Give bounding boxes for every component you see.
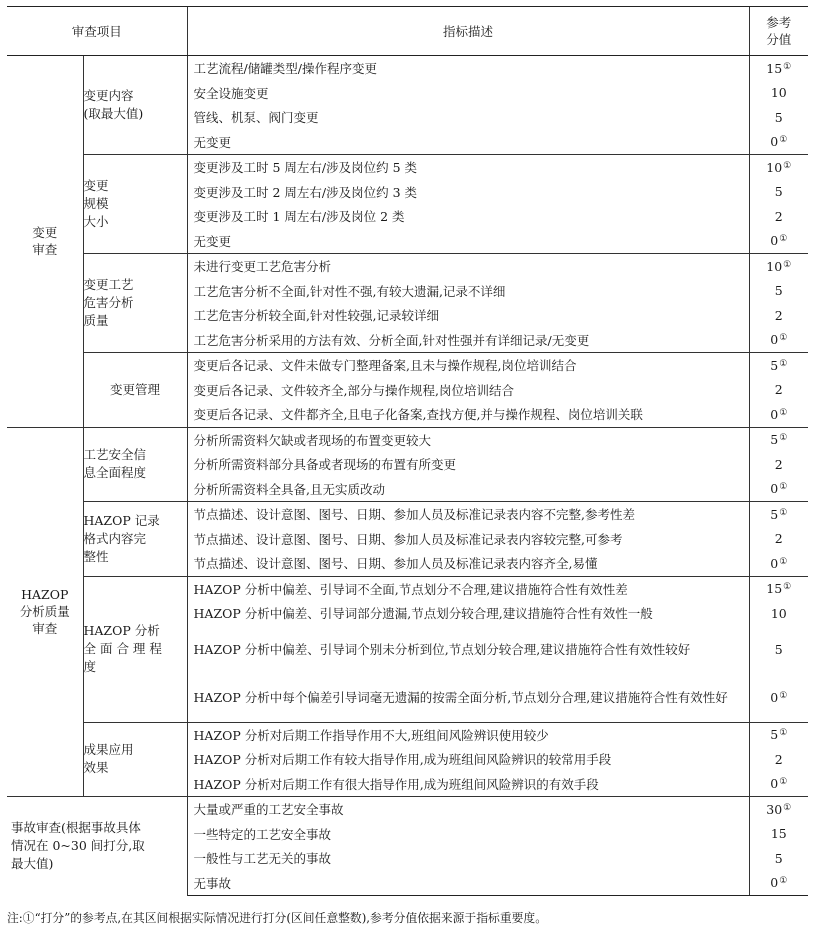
indicator-description-cell: 安全设施变更 <box>187 81 749 106</box>
score-value: 10 <box>766 258 783 274</box>
reference-score-cell <box>749 772 808 797</box>
indicator-description-cell: HAZOP 分析对后期工作有很大指导作用,成为班组间风险辨识的有效手段 <box>187 772 749 797</box>
indicator-description-cell: 变更涉及工时 5 周左右/涉及岗位约 5 类 <box>187 155 749 180</box>
score-value: 10 <box>770 85 787 101</box>
reference-point-marker: ① <box>783 259 792 270</box>
subitem-cell: 变更工艺 危害分析 质量 <box>83 254 187 353</box>
indicator-description-cell: 无事故 <box>187 871 749 896</box>
reference-point-marker: ① <box>779 556 788 567</box>
indicator-description-cell: 工艺流程/储罐类型/操作程序变更 <box>187 56 749 81</box>
score-value: 2 <box>774 751 783 767</box>
score-value: 2 <box>774 531 783 547</box>
reference-point-marker: ① <box>779 433 788 444</box>
reference-point-marker: ① <box>779 407 788 418</box>
reference-score-cell <box>749 204 808 229</box>
score-value: 0 <box>770 233 779 249</box>
table-row <box>7 722 808 747</box>
subitem-cell: 成果应用 效果 <box>83 722 187 797</box>
score-value: 5 <box>770 357 779 373</box>
header-review-item: 审查项目 <box>7 7 187 56</box>
reference-score-cell <box>749 747 808 772</box>
indicator-description-cell: 无变更 <box>187 229 749 254</box>
score-value: 2 <box>774 456 783 472</box>
indicator-description-cell: 工艺危害分析采用的方法有效、分析全面,针对性强并有详细记录/无变更 <box>187 328 749 353</box>
score-value: 5 <box>770 506 779 522</box>
reference-point-marker: ① <box>779 135 788 146</box>
reference-point-marker: ① <box>783 61 792 72</box>
reference-score-cell <box>749 551 808 576</box>
reference-score-cell <box>749 378 808 403</box>
indicator-description-cell: 变更涉及工时 1 周左右/涉及岗位 2 类 <box>187 204 749 229</box>
score-value: 0 <box>770 406 779 422</box>
category-cell: 事故审查(根据事故具体 情况在 0~30 间打分,取 最大值) <box>7 797 187 896</box>
reference-score-cell <box>749 674 808 723</box>
score-value: 5 <box>774 850 783 866</box>
score-value: 0 <box>770 690 779 705</box>
indicator-description-cell: 变更后各记录、文件较齐全,部分与操作规程,岗位培训结合 <box>187 378 749 403</box>
indicator-description-cell: 未进行变更工艺危害分析 <box>187 254 749 279</box>
reference-point-marker: ① <box>779 691 788 701</box>
indicator-description-cell: 节点描述、设计意图、图号、日期、参加人员及标准记录表内容较完整,可参考 <box>187 527 749 552</box>
reference-score-cell <box>749 871 808 896</box>
score-value: 0 <box>770 481 779 497</box>
score-value: 30 <box>766 801 783 817</box>
score-value: 0 <box>770 875 779 891</box>
indicator-description-cell: 变更后各记录、文件都齐全,且电子化备案,查找方便,并与操作规程、岗位培训关联 <box>187 402 749 427</box>
indicator-description-cell: 变更涉及工时 2 周左右/涉及岗位约 3 类 <box>187 180 749 205</box>
score-value: 15 <box>766 60 783 76</box>
indicator-description-cell: 分析所需资料欠缺或者现场的布置变更较大 <box>187 427 749 452</box>
score-value: 2 <box>774 307 783 323</box>
table-row <box>7 797 808 822</box>
indicator-description-cell: HAZOP 分析中偏差、引导词不全面,节点划分不合理,建议措施符合性有效性差 <box>187 576 749 601</box>
indicator-description-cell: HAZOP 分析对后期工作有较大指导作用,成为班组间风险辨识的较常用手段 <box>187 747 749 772</box>
table-row <box>7 353 808 378</box>
reference-score-cell <box>749 254 808 279</box>
indicator-description-cell: 节点描述、设计意图、图号、日期、参加人员及标准记录表内容齐全,易懂 <box>187 551 749 576</box>
reference-score-cell <box>749 797 808 822</box>
score-value: 0 <box>770 332 779 348</box>
reference-score-cell <box>749 626 808 674</box>
indicator-description-cell: 分析所需资料全具备,且无实质改动 <box>187 477 749 502</box>
reference-point-marker: ① <box>779 777 788 788</box>
reference-point-marker: ① <box>783 802 792 813</box>
table-row <box>7 427 808 452</box>
subitem-cell: 工艺安全信 息全面程度 <box>83 427 187 502</box>
reference-point-marker: ① <box>779 234 788 245</box>
subitem-cell: 变更内容 (取最大值) <box>83 88 144 121</box>
indicator-description-cell: 一般性与工艺无关的事故 <box>187 846 749 871</box>
indicator-description-cell: HAZOP 分析对后期工作指导作用不大,班组间风险辨识使用较少 <box>187 722 749 747</box>
reference-point-marker: ① <box>779 728 788 739</box>
score-value: 10 <box>766 159 783 175</box>
reference-score-cell <box>749 353 808 378</box>
table-footnote: 注:①“打分”的参考点,在其区间根据实际情况进行打分(区间任意整数),参考分值依据来源于指标重要度。 <box>7 911 548 925</box>
score-value: 0 <box>770 134 779 150</box>
reference-score-cell <box>749 279 808 304</box>
score-value: 15 <box>766 581 783 597</box>
category-cell: 变更 审查 <box>7 56 83 428</box>
table-row <box>7 254 808 279</box>
reference-score-cell <box>749 130 808 155</box>
table-header-row <box>7 7 808 56</box>
indicator-description-cell: 工艺危害分析较全面,针对性较强,记录较详细 <box>187 303 749 328</box>
subitem-cell: 变更 规模 大小 <box>83 155 187 254</box>
reference-point-marker: ① <box>779 876 788 887</box>
score-value: 5 <box>770 727 779 743</box>
indicator-description-cell: 变更后各记录、文件未做专门整理备案,且未与操作规程,岗位培训结合 <box>187 353 749 378</box>
indicator-description-cell: HAZOP 分析中偏差、引导词部分遗漏,节点划分较合理,建议措施符合性有效性一般 <box>187 601 749 626</box>
score-value: 10 <box>770 605 787 621</box>
reference-point-marker: ① <box>783 160 792 171</box>
table-row <box>7 502 808 527</box>
indicator-description-cell: 一些特定的工艺安全事故 <box>187 822 749 847</box>
subitem-cell: HAZOP 分析 全 面 合 理 程 度 <box>83 576 187 722</box>
reference-score-cell <box>749 477 808 502</box>
indicator-description-cell: HAZOP 分析中偏差、引导词个别未分析到位,节点划分较合理,建议措施符合性有效性较好 <box>187 626 749 674</box>
indicator-description-cell: HAZOP 分析中每个偏差引导词毫无遗漏的按需全面分析,节点划分合理,建议措施符合性有效性好 <box>187 674 749 723</box>
reference-score-cell <box>749 81 808 106</box>
table-body <box>7 7 808 896</box>
score-value: 5 <box>770 432 779 448</box>
subitem-cell: 变更管理 <box>83 353 187 428</box>
score-value: 5 <box>774 283 783 299</box>
score-value: 2 <box>774 382 783 398</box>
reference-score-cell <box>749 427 808 452</box>
indicator-description-cell: 管线、机泵、阀门变更 <box>187 105 749 130</box>
indicator-description-cell: 工艺危害分析不全面,针对性不强,有较大遗漏,记录不详细 <box>187 279 749 304</box>
reference-point-marker: ① <box>783 582 792 593</box>
table-row <box>7 155 808 180</box>
reference-score-cell <box>749 722 808 747</box>
indicator-description-cell: 无变更 <box>187 130 749 155</box>
reference-score-cell <box>749 527 808 552</box>
indicator-description-cell: 分析所需资料部分具备或者现场的布置有所变更 <box>187 452 749 477</box>
reference-score-cell <box>749 56 808 81</box>
header-reference-score: 参考 分值 <box>749 7 808 56</box>
reference-score-cell <box>749 402 808 427</box>
reference-score-cell <box>749 180 808 205</box>
score-value: 15 <box>770 826 787 842</box>
reference-score-cell <box>749 155 808 180</box>
reference-score-cell <box>749 452 808 477</box>
score-value: 5 <box>774 184 783 200</box>
reference-point-marker: ① <box>779 333 788 344</box>
indicator-description-cell: 大量或严重的工艺安全事故 <box>187 797 749 822</box>
score-value: 2 <box>774 208 783 224</box>
reference-point-marker: ① <box>779 482 788 493</box>
subitem-cell: HAZOP 记录 格式内容完 整性 <box>83 502 187 577</box>
header-indicator-description: 指标描述 <box>187 7 749 56</box>
reference-score-cell <box>749 328 808 353</box>
category-cell: HAZOP 分析质量 审查 <box>7 427 83 797</box>
hazop-review-table <box>7 6 808 896</box>
indicator-description-cell: 节点描述、设计意图、图号、日期、参加人员及标准记录表内容不完整,参考性差 <box>187 502 749 527</box>
score-value: 0 <box>770 555 779 571</box>
score-value: 0 <box>770 776 779 792</box>
reference-score-cell <box>749 229 808 254</box>
reference-score-cell <box>749 822 808 847</box>
reference-score-cell <box>749 576 808 601</box>
reference-point-marker: ① <box>779 358 788 369</box>
score-value: 5 <box>774 109 783 125</box>
table-row <box>7 56 808 81</box>
reference-score-cell <box>749 303 808 328</box>
score-value: 5 <box>774 642 783 657</box>
reference-score-cell <box>749 105 808 130</box>
reference-score-cell <box>749 502 808 527</box>
table-row <box>7 576 808 601</box>
reference-point-marker: ① <box>779 507 788 518</box>
reference-score-cell <box>749 846 808 871</box>
reference-score-cell <box>749 601 808 626</box>
